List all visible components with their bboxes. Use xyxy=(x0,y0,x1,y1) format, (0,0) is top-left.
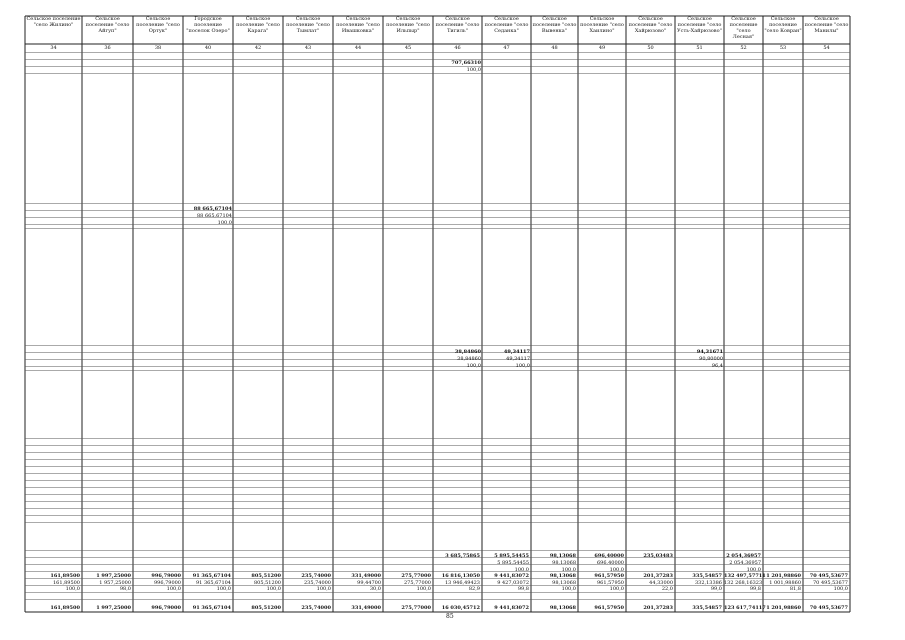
column-header: Сельское поселение "село Карага" xyxy=(236,16,280,34)
table-cell: 132 268,16323 xyxy=(724,580,763,586)
cell-46-block1-r1: 707,66310 xyxy=(451,60,481,66)
column-number: 42 xyxy=(254,45,262,51)
cell-40-block2-r1: 88 665,67104 xyxy=(193,206,232,212)
table-cell: 275,77000 xyxy=(403,580,431,586)
column-number: 53 xyxy=(779,45,787,51)
column-header: Сельское поселение "село Ивашковка" xyxy=(336,16,380,34)
table-cell: 9 427,03072 xyxy=(497,580,529,586)
column-number: 38 xyxy=(154,45,162,51)
column-header: Сельское поселение "село Вывенка" xyxy=(532,16,577,34)
column-header: Сельское поселение "село Ковран" xyxy=(764,16,802,34)
table-cell: 82,9 xyxy=(468,586,480,592)
table-cell: 100,0 xyxy=(746,567,761,573)
table-cell: 961,57950 xyxy=(594,605,624,611)
table-cell: 100,0 xyxy=(609,586,624,592)
column-header: Сельское поселение "село Хайрюзово" xyxy=(628,16,673,34)
cell-51-block3-r2: 90,80000 xyxy=(699,356,723,362)
table-cell: 696,40000 xyxy=(596,560,624,566)
table-cell: 335,54857 xyxy=(692,605,722,611)
table-cell: 5 895,54455 xyxy=(494,553,529,559)
table-cell: 98,13068 xyxy=(552,560,576,566)
cell-47-block3-r2: 49,34117 xyxy=(506,356,530,362)
column-number: 46 xyxy=(454,45,461,51)
cell-51-block3-r3: 96,4 xyxy=(711,363,723,369)
table-cell: 99,0 xyxy=(710,586,722,592)
cell-46-block3-r2: 38,84860 xyxy=(457,356,481,362)
table-cell: 5 895,54455 xyxy=(497,560,529,566)
table-cell: 70 495,53677 xyxy=(809,573,848,579)
table-cell: 805,51200 xyxy=(251,573,281,579)
table-cell: 99,44700 xyxy=(357,580,381,586)
table-cell: 9 441,83072 xyxy=(494,605,529,611)
cell-46-block3-r3: 100,0 xyxy=(466,363,481,369)
table-cell: 99,8 xyxy=(517,586,529,592)
table-cell: 275,77000 xyxy=(401,605,431,611)
column-header: Сельское поселение "село Усть-Хайрюзово" xyxy=(677,16,722,34)
table-cell: 201,37283 xyxy=(643,573,673,579)
column-number: 47 xyxy=(503,45,510,51)
table-cell: 2 054,36957 xyxy=(726,553,761,559)
column-number: 45 xyxy=(404,45,412,51)
column-header: Сельское поселение "село Манилы" xyxy=(804,16,849,34)
table-cell: 100,0 xyxy=(316,586,331,592)
table-cell: 161,89500 xyxy=(50,605,80,611)
table-cell: 81,8 xyxy=(789,586,801,592)
table-cell: 98,13068 xyxy=(549,605,576,611)
table-cell: 235,74000 xyxy=(301,573,331,579)
table-cell: 1 201,98860 xyxy=(766,573,801,579)
table-cell: 30,0 xyxy=(369,586,381,592)
column-number: 43 xyxy=(304,45,312,51)
table-cell: 98,13068 xyxy=(549,573,576,579)
column-number: 54 xyxy=(823,45,830,51)
column-header: Сельское поселение "село Жилино" xyxy=(26,16,81,28)
table-cell: 1 001,98860 xyxy=(769,580,801,586)
table-cell: 132 497,57711 xyxy=(724,573,766,579)
table-cell: 1 997,25000 xyxy=(96,573,131,579)
table-cell: 331,49000 xyxy=(351,573,381,579)
table-cell: 331,49000 xyxy=(351,605,381,611)
column-number: 40 xyxy=(204,45,212,51)
column-header: Сельское поселение "село Айгуп" xyxy=(85,16,130,34)
table-cell: 996,79000 xyxy=(151,605,181,611)
table-cell: 100,0 xyxy=(561,586,576,592)
column-number: 34 xyxy=(50,45,57,51)
table-cell: 99,8 xyxy=(749,586,761,592)
column-header: Сельское поселение "село Тигиль" xyxy=(435,16,480,34)
table-cell: 100,0 xyxy=(166,586,181,592)
table-cell: 13 946,49423 xyxy=(445,580,480,586)
column-header: Сельское поселение "село Ортук" xyxy=(136,16,180,34)
cell-46-block3-r1: 38,84860 xyxy=(454,349,481,355)
table-cell: 1 201,98860 xyxy=(766,605,801,611)
table-cell: 2 054,36957 xyxy=(729,560,761,566)
page-number: 85 xyxy=(446,613,454,620)
column-number: 52 xyxy=(740,45,747,51)
column-number: 51 xyxy=(696,45,703,51)
cell-51-block3-r1: 94,31671 xyxy=(696,349,723,355)
table-cell: 16 030,45712 xyxy=(441,605,480,611)
cell-40-block2-r2: 88 665,67104 xyxy=(197,213,232,219)
table-cell: 996,79000 xyxy=(151,573,181,579)
table-cell: 98,13068 xyxy=(552,580,576,586)
table-cell: 16 816,13050 xyxy=(441,573,480,579)
column-header: Городское поселение "поселок Озеро" xyxy=(186,16,230,34)
table-cell: 100,0 xyxy=(609,567,624,573)
table-cell: 70 495,53677 xyxy=(809,605,848,611)
cell-40-block2-r3: 100,0 xyxy=(217,220,232,226)
column-number: 36 xyxy=(104,45,111,51)
table-cell: 275,77000 xyxy=(401,573,431,579)
table-cell: 235,03483 xyxy=(643,553,673,559)
table-cell: 100,0 xyxy=(266,586,281,592)
table-cell: 91 365,67104 xyxy=(196,580,231,586)
column-header: Сельское поселение "село Тымлат" xyxy=(286,16,330,34)
table-cell: 161,89500 xyxy=(50,573,80,579)
table-cell: 805,51200 xyxy=(251,605,281,611)
table-cell: 44,33000 xyxy=(649,580,673,586)
table-cell: 1 997,25000 xyxy=(96,605,131,611)
table-cell: 805,51200 xyxy=(253,580,281,586)
table-cell: 961,57950 xyxy=(596,580,624,586)
table-cell: 235,74000 xyxy=(301,605,331,611)
table-cell: 1 957,25000 xyxy=(99,580,131,586)
table-cell: 98,0 xyxy=(119,586,131,592)
table-cell: 123 617,74117 xyxy=(724,605,766,611)
column-header: Сельское поселение "село Хаилино" xyxy=(580,16,624,34)
table-cell: 9 441,83072 xyxy=(494,573,529,579)
table-cell: 335,54857 xyxy=(692,573,722,579)
cell-47-block3-r3: 100,0 xyxy=(515,363,530,369)
table-cell: 3 685,75865 xyxy=(445,553,480,559)
column-header: Сельское поселение "село Лесная" xyxy=(729,16,758,40)
table-cell: 332,13386 xyxy=(694,580,722,586)
table-cell: 235,74000 xyxy=(303,580,331,586)
table-cell: 100,0 xyxy=(216,586,231,592)
table-cell: 70 495,53677 xyxy=(813,580,848,586)
table-cell: 961,57950 xyxy=(594,573,624,579)
column-number: 48 xyxy=(551,45,558,51)
table-cell: 201,37283 xyxy=(643,605,673,611)
table-cell: 100,0 xyxy=(514,567,529,573)
column-number: 49 xyxy=(598,45,606,51)
column-header: Сельское поселение "село Седанка" xyxy=(484,16,529,34)
table-cell: 100,0 xyxy=(833,586,848,592)
table-cell: 22,0 xyxy=(661,586,673,592)
table-cell: 696,40000 xyxy=(594,553,624,559)
cell-46-block1-r2: 100,0 xyxy=(466,67,481,73)
table-cell: 996,79000 xyxy=(153,580,181,586)
table-cell: 98,13068 xyxy=(549,553,576,559)
table-cell: 100,0 xyxy=(416,586,431,592)
column-header: Сельское поселение "село Ильпыр" xyxy=(386,16,430,34)
column-number: 44 xyxy=(354,45,362,51)
table-cell: 91 365,67104 xyxy=(192,605,231,611)
table-cell: 100,0 xyxy=(65,586,80,592)
cell-47-block3-r1: 49,34117 xyxy=(503,349,530,355)
table-cell: 100,0 xyxy=(561,567,576,573)
column-number: 50 xyxy=(647,45,654,51)
table-cell: 161,89500 xyxy=(52,580,80,586)
table-cell: 91 365,67104 xyxy=(192,573,231,579)
